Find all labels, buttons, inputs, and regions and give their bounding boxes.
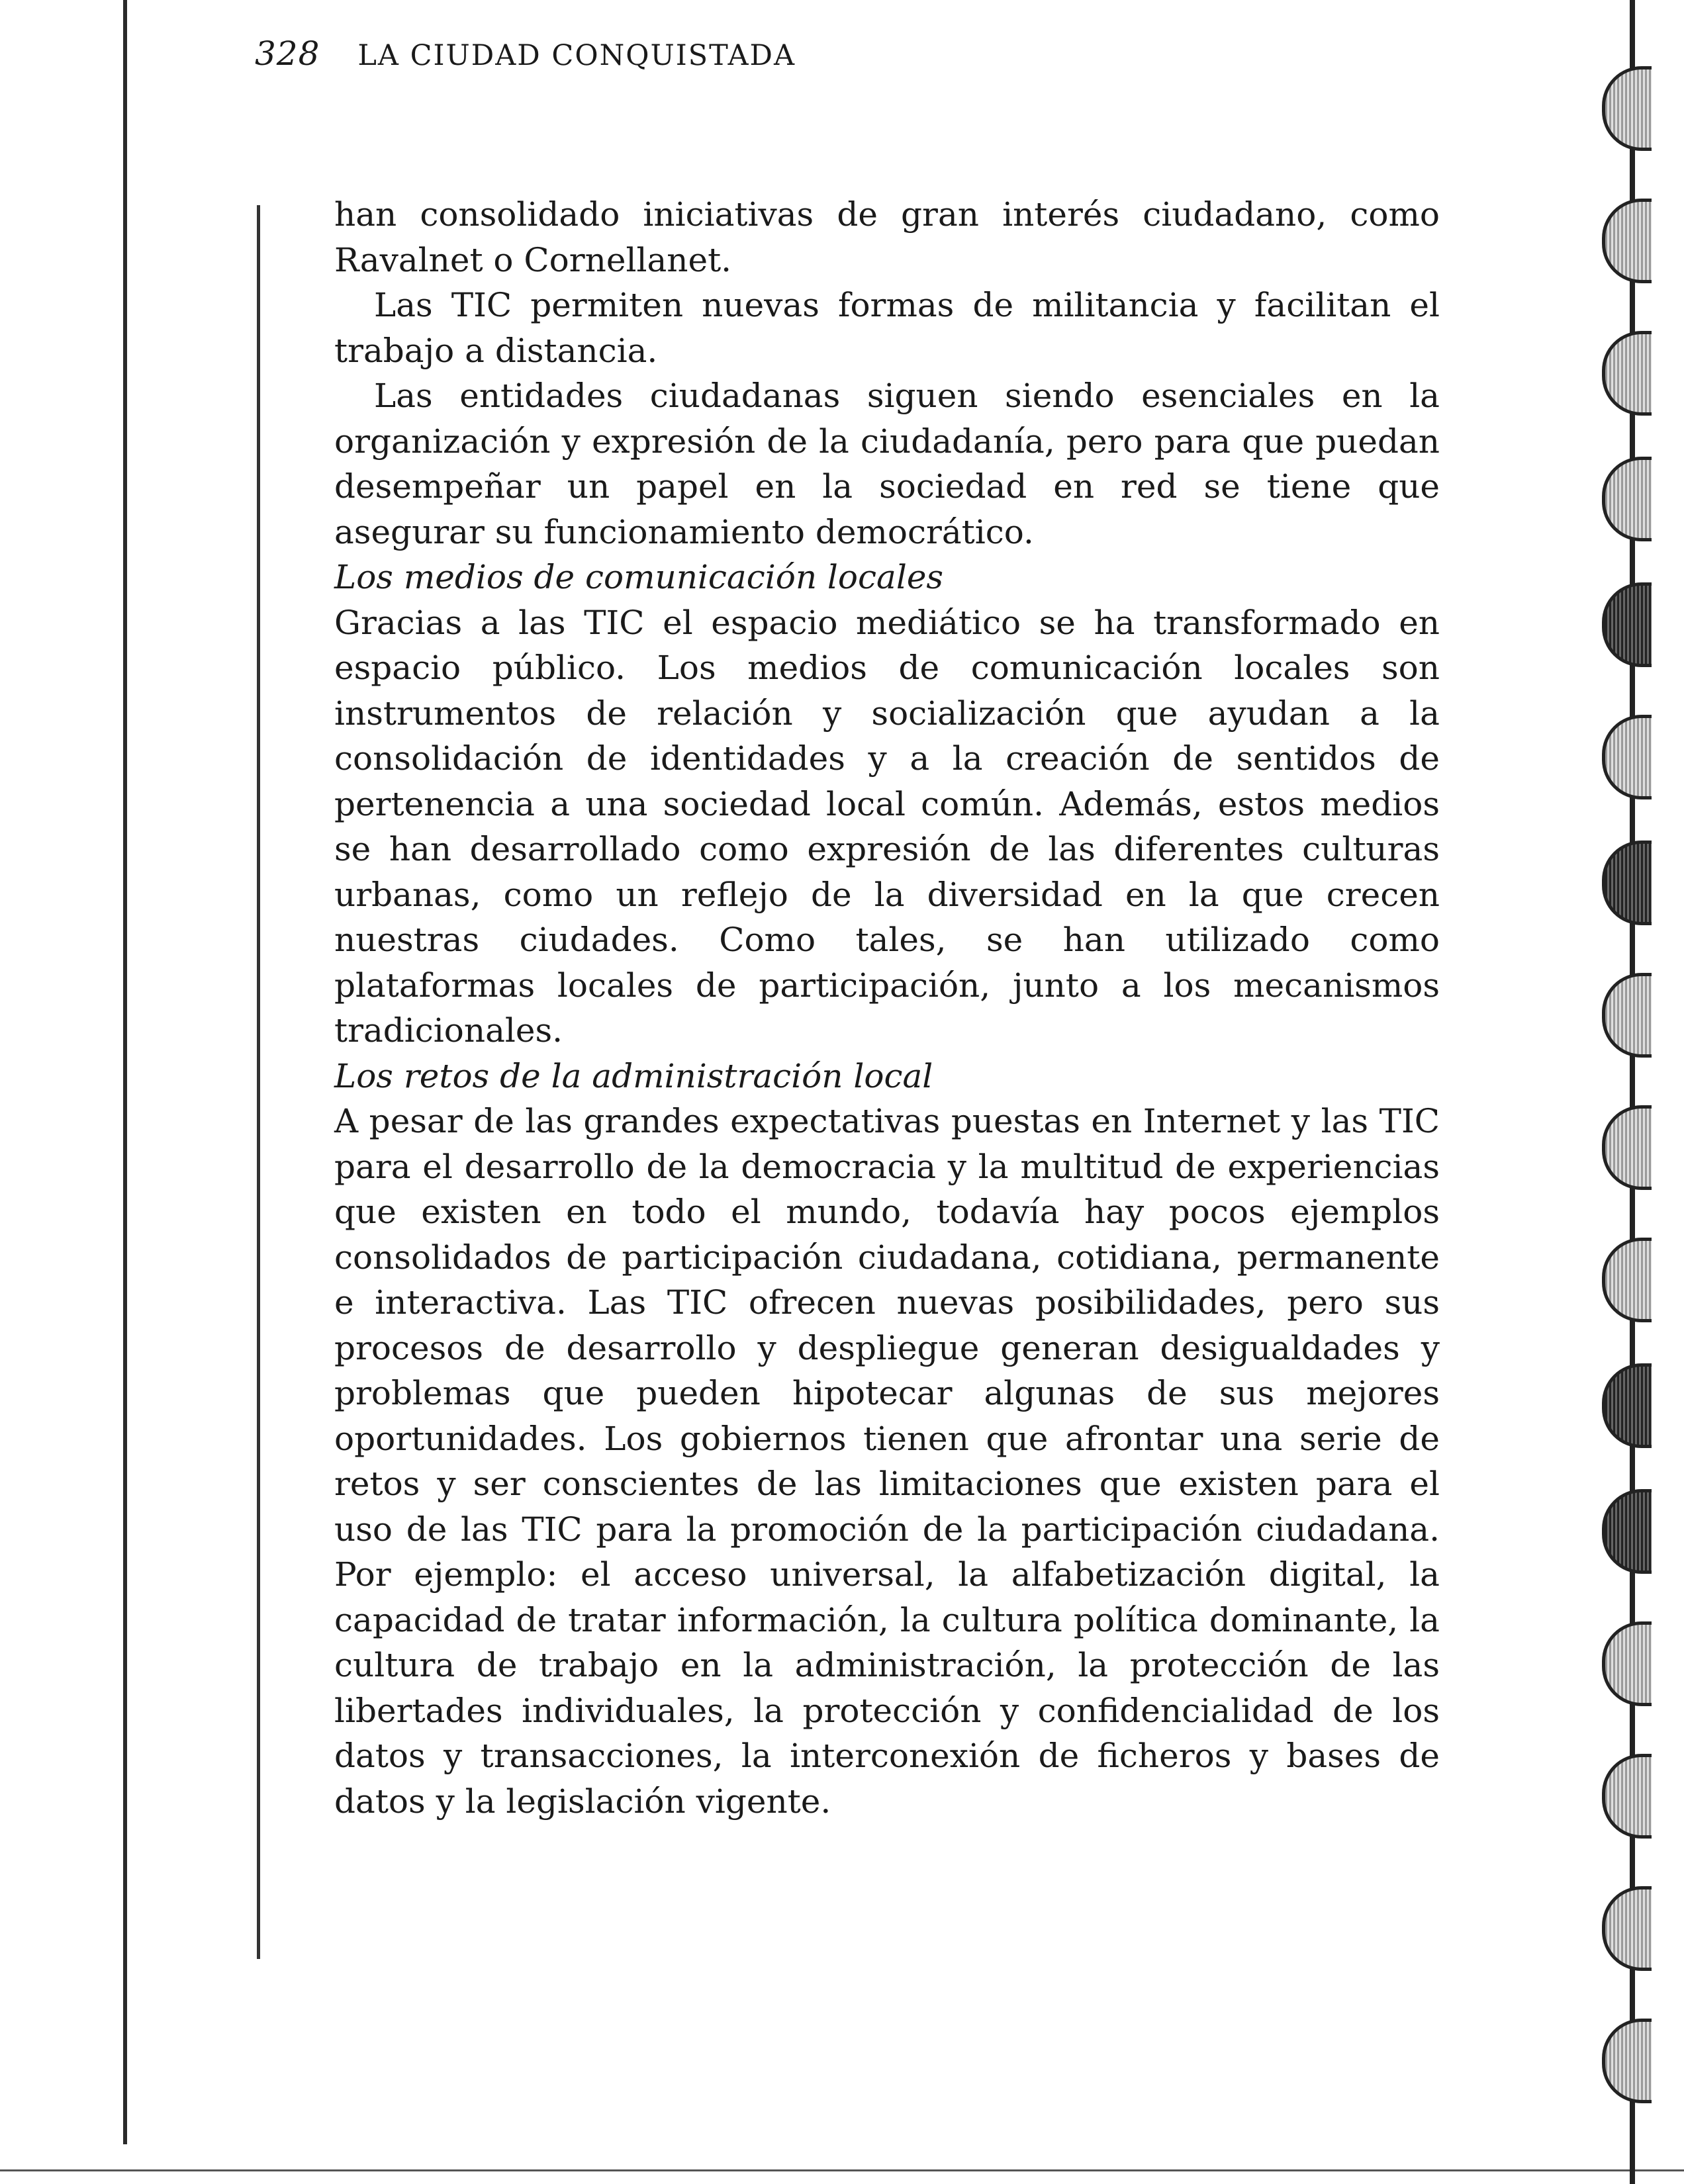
binding-spine: [1630, 0, 1635, 2184]
binding-ring: [1602, 841, 1652, 925]
running-head: [255, 34, 796, 73]
scan-left-edge: [123, 0, 127, 2144]
section-heading-retos-administracion: Los retos de la administración local: [334, 1056, 933, 1095]
page-number: 328: [255, 34, 320, 73]
binding-ring: [1602, 199, 1652, 283]
binding-ring: [1602, 582, 1652, 667]
binding-ring: [1602, 1754, 1652, 1839]
intro-paragraph-2: Las TIC permiten nuevas formas de militancia y facilitan el trabajo a distancia.: [334, 286, 1440, 370]
margin-change-bar: [257, 205, 260, 1959]
binding-ring: [1602, 1105, 1652, 1190]
section-2-paragraph: A pesar de las grandes expectativas puestas en Internet y las TIC para el desarrollo de la democracia y la multitud de experiencias que existen en todo el mundo, todavía hay pocos ejemplos consolidados de participación ciudadana, cotidiana, permanente e interactiva. Las TIC ofrecen nuevas posibilidades, pero sus procesos de desarrollo y despliegue generan desigualdades y problemas que pueden hipotecar algunas de sus mejores oportunidades. Los gobiernos tienen que afrontar una serie de retos y ser conscientes de las limitaciones que existen para el uso de las TIC para la promoción de la participación ciudadana. Por ejemplo: el acceso universal, la alfabetización digital, la capacidad de tratar información, la cultura política dominante, la cultura de trabajo en la administración, la protección de las libertades individuales, la protección y confidencialidad de los datos y transacciones, la interconexión de ficheros y bases de datos y la legislación vigente.: [334, 1102, 1440, 1821]
binding-ring: [1602, 331, 1652, 416]
page-body: [334, 192, 1440, 1824]
binding-ring: [1602, 1621, 1652, 1706]
binding-ring: [1602, 1238, 1652, 1322]
section-1-paragraph: Gracias a las TIC el espacio mediático se ha transformado en espacio público. Los medios de comunicación locales son instrumentos de relación y socialización que ayudan a la consolidación de identidades y a la creación de sentidos de pertenencia a una sociedad local común. Además, estos medios se han desarrollado como expresión de las diferentes culturas urbanas, como un reflejo de la diversidad en la que crecen nuestras ciudades. Como tales, se han utilizado como plataformas locales de participación, junto a los mecanismos tradicionales.: [334, 603, 1440, 1050]
binding-ring: [1602, 1886, 1652, 1971]
binding-ring: [1602, 973, 1652, 1058]
scan-bottom-rule: [0, 2169, 1684, 2171]
book-title: LA CIUDAD CONQUISTADA: [357, 39, 796, 72]
binding-ring: [1602, 457, 1652, 541]
intro-paragraph-3: Las entidades ciudadanas siguen siendo esenciales en la organización y expresión de la ciudadanía, pero para que puedan desempeñar un papel en la sociedad en red se tiene que asegurar su funcionamiento democrático.: [334, 377, 1440, 551]
binding-ring: [1602, 2019, 1652, 2103]
binding-ring: [1602, 1489, 1652, 1574]
binding-ring: [1602, 66, 1652, 151]
section-heading-medios-locales: Los medios de comunicación locales: [334, 558, 944, 596]
binding-ring: [1602, 1363, 1652, 1448]
binding-ring: [1602, 715, 1652, 799]
spiral-binding: [1602, 0, 1684, 2184]
intro-paragraph-1: han consolidado iniciativas de gran interés ciudadano, como Ravalnet o Cornellanet.: [334, 195, 1440, 279]
